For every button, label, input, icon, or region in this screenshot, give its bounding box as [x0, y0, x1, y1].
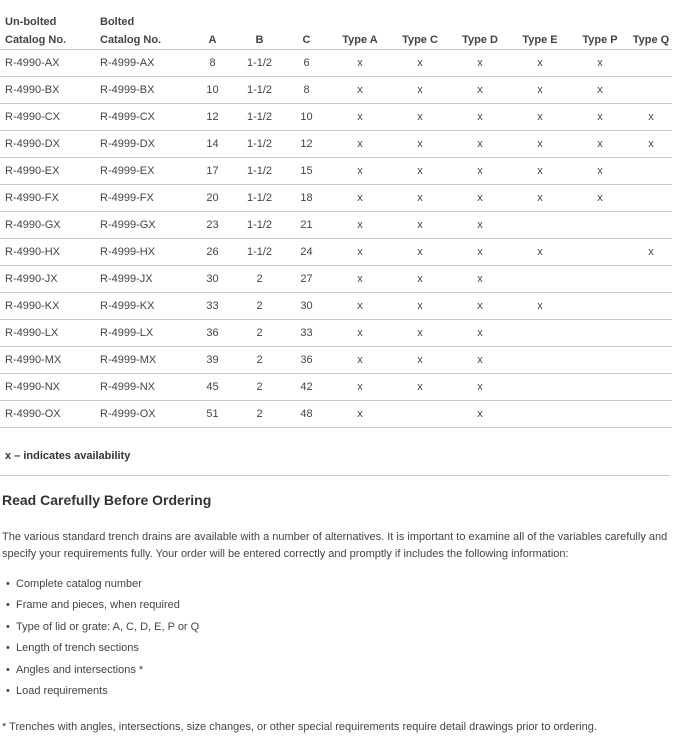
- table-cell: 27: [283, 266, 330, 293]
- table-cell: x: [510, 50, 570, 77]
- list-item-text: Complete catalog number: [16, 578, 142, 590]
- table-cell: 2: [236, 320, 283, 347]
- table-cell: x: [450, 347, 510, 374]
- table-cell: x: [570, 104, 630, 131]
- table-cell: x: [330, 212, 390, 239]
- table-cell: [570, 320, 630, 347]
- table-cell: 42: [283, 374, 330, 401]
- table-cell: x: [330, 320, 390, 347]
- column-header: [450, 3, 510, 50]
- list-item-text: Angles and intersections *: [16, 663, 144, 676]
- table-cell: [390, 401, 450, 428]
- table-cell: x: [570, 131, 630, 158]
- table-cell: 45: [189, 374, 236, 401]
- table-cell: x: [390, 239, 450, 266]
- table-cell: x: [330, 104, 390, 131]
- table-cell: [510, 374, 570, 401]
- table-cell: 8: [189, 50, 236, 77]
- table-cell: x: [390, 50, 450, 77]
- table-cell: 17: [189, 158, 236, 185]
- table-cell: x: [450, 401, 510, 428]
- table-cell: x: [390, 185, 450, 212]
- bullet-icon: •: [6, 578, 10, 590]
- table-cell: [510, 212, 570, 239]
- table-cell: 33: [189, 293, 236, 320]
- table-cell: [570, 401, 630, 428]
- table-cell: R-4990-JX: [0, 266, 95, 293]
- table-cell: [570, 374, 630, 401]
- bullet-icon: •: [6, 684, 10, 697]
- table-cell: 51: [189, 401, 236, 428]
- column-header: [570, 3, 630, 50]
- table-cell: x: [390, 293, 450, 320]
- table-cell: [570, 239, 630, 266]
- table-cell: x: [510, 131, 570, 158]
- table-cell: x: [510, 293, 570, 320]
- list-item: [0, 576, 199, 597]
- list-item-text: Load requirements: [16, 684, 108, 697]
- table-cell: R-4990-NX: [0, 374, 95, 401]
- table-cell: R-4999-HX: [95, 239, 189, 266]
- table-cell: [630, 266, 672, 293]
- table-cell: x: [570, 158, 630, 185]
- column-header: [236, 3, 283, 50]
- table-cell: x: [630, 239, 672, 266]
- table-cell: 2: [236, 401, 283, 428]
- section-heading: Read Carefully Before Ordering: [2, 492, 212, 508]
- table-cell: 1-1/2: [236, 50, 283, 77]
- table-cell: x: [450, 320, 510, 347]
- table-cell: [630, 320, 672, 347]
- table-row: [0, 374, 672, 401]
- table-cell: 30: [189, 266, 236, 293]
- table-cell: 39: [189, 347, 236, 374]
- table-cell: 20: [189, 185, 236, 212]
- table-cell: [630, 50, 672, 77]
- table-cell: x: [510, 158, 570, 185]
- table-cell: R-4999-AX: [95, 50, 189, 77]
- list-item: [0, 662, 199, 683]
- table-cell: R-4990-LX: [0, 320, 95, 347]
- table-body: [0, 50, 672, 428]
- table-cell: [630, 293, 672, 320]
- table-cell: x: [390, 158, 450, 185]
- table-cell: 15: [283, 158, 330, 185]
- table-cell: R-4990-DX: [0, 131, 95, 158]
- table-cell: R-4999-KX: [95, 293, 189, 320]
- table-cell: 18: [283, 185, 330, 212]
- table-row: [0, 401, 672, 428]
- table-cell: [630, 212, 672, 239]
- table-cell: x: [630, 104, 672, 131]
- table-cell: 10: [283, 104, 330, 131]
- table-row: [0, 104, 672, 131]
- column-header: [189, 3, 236, 50]
- table-cell: x: [390, 212, 450, 239]
- table-cell: 1-1/2: [236, 212, 283, 239]
- column-header: [390, 3, 450, 50]
- table-cell: [510, 320, 570, 347]
- table-cell: 14: [189, 131, 236, 158]
- column-header-text: Catalog No.: [100, 34, 162, 46]
- table-cell: R-4990-HX: [0, 239, 95, 266]
- table-cell: [630, 158, 672, 185]
- table-cell: [570, 293, 630, 320]
- table-cell: x: [330, 77, 390, 104]
- table-cell: x: [330, 239, 390, 266]
- column-header-text: B: [255, 34, 264, 46]
- column-header: [510, 3, 570, 50]
- table-cell: 2: [236, 293, 283, 320]
- bullet-icon: •: [6, 642, 10, 655]
- table-cell: x: [450, 374, 510, 401]
- list-item: [0, 619, 199, 640]
- table-cell: R-4999-CX: [95, 104, 189, 131]
- table-row: [0, 266, 672, 293]
- table-cell: x: [390, 131, 450, 158]
- table-cell: x: [330, 131, 390, 158]
- table-cell: x: [570, 50, 630, 77]
- table-cell: R-4990-AX: [0, 50, 95, 77]
- column-header: [630, 3, 672, 50]
- table-cell: 1-1/2: [236, 131, 283, 158]
- table-cell: R-4999-BX: [95, 77, 189, 104]
- table-cell: R-4999-MX: [95, 347, 189, 374]
- column-header: [0, 3, 95, 50]
- table-cell: [570, 212, 630, 239]
- requirements-list: [0, 576, 199, 704]
- table-cell: x: [330, 293, 390, 320]
- table-cell: x: [330, 266, 390, 293]
- table-row: [0, 212, 672, 239]
- table-cell: R-4999-OX: [95, 401, 189, 428]
- column-header-text: Bolted: [100, 16, 135, 28]
- column-header-text: Type D: [462, 34, 498, 46]
- table-cell: R-4999-DX: [95, 131, 189, 158]
- column-header-text: Type Q: [632, 34, 670, 46]
- column-header: [283, 3, 330, 50]
- column-header-text: Catalog No.: [5, 34, 67, 46]
- table-cell: x: [450, 158, 510, 185]
- table-cell: x: [450, 212, 510, 239]
- table-cell: x: [390, 320, 450, 347]
- table-cell: x: [450, 131, 510, 158]
- table-cell: [630, 77, 672, 104]
- table-cell: [510, 266, 570, 293]
- table-cell: [570, 347, 630, 374]
- intro-paragraph: The various standard trench drains are available with a number of alternatives. It is important to examine all of the variables carefully and specify your requirements fully. Your order will be entered correctly and promptly if includes the following information:: [2, 531, 668, 560]
- table-cell: 48: [283, 401, 330, 428]
- table-cell: x: [510, 185, 570, 212]
- table-cell: x: [390, 266, 450, 293]
- table-cell: 2: [236, 347, 283, 374]
- table-row: [0, 320, 672, 347]
- table-cell: R-4990-KX: [0, 293, 95, 320]
- table-cell: 36: [189, 320, 236, 347]
- table-cell: 1-1/2: [236, 185, 283, 212]
- table-cell: [510, 401, 570, 428]
- table-cell: 10: [189, 77, 236, 104]
- table-cell: x: [450, 50, 510, 77]
- bullet-icon: •: [6, 599, 10, 612]
- table-cell: [630, 401, 672, 428]
- table-cell: 1-1/2: [236, 104, 283, 131]
- table-cell: R-4990-EX: [0, 158, 95, 185]
- footnote: * Trenches with angles, intersections, size changes, or other special requirements require detail drawings prior to ordering.: [2, 721, 597, 733]
- table-cell: x: [390, 347, 450, 374]
- table-row: [0, 239, 672, 266]
- column-header-text: Type E: [522, 34, 558, 46]
- table-cell: x: [570, 77, 630, 104]
- column-header-text: Type P: [582, 34, 618, 46]
- table-cell: x: [330, 374, 390, 401]
- catalog-table: [0, 3, 672, 428]
- table-cell: 8: [283, 77, 330, 104]
- column-header-text: A: [208, 34, 217, 46]
- table-cell: R-4990-CX: [0, 104, 95, 131]
- table-cell: R-4999-LX: [95, 320, 189, 347]
- table-cell: x: [390, 77, 450, 104]
- table-cell: R-4999-NX: [95, 374, 189, 401]
- column-header: [330, 3, 390, 50]
- table-row: [0, 185, 672, 212]
- table-cell: x: [450, 104, 510, 131]
- list-item-text: Type of lid or grate: A, C, D, E, P or Q: [16, 620, 200, 633]
- table-cell: R-4999-GX: [95, 212, 189, 239]
- table-cell: R-4990-GX: [0, 212, 95, 239]
- table-cell: 24: [283, 239, 330, 266]
- column-header-text: Type C: [402, 34, 438, 46]
- table-cell: R-4999-FX: [95, 185, 189, 212]
- table-cell: x: [390, 104, 450, 131]
- table-cell: x: [330, 401, 390, 428]
- table-cell: [630, 347, 672, 374]
- table-cell: x: [330, 185, 390, 212]
- column-header: [95, 3, 189, 50]
- table-cell: x: [450, 293, 510, 320]
- availability-legend: x – indicates availability: [5, 450, 131, 462]
- list-item-text: Frame and pieces, when required: [16, 599, 180, 612]
- table-cell: R-4999-JX: [95, 266, 189, 293]
- table-cell: x: [450, 266, 510, 293]
- table-cell: x: [450, 77, 510, 104]
- table-cell: x: [330, 50, 390, 77]
- table-cell: 23: [189, 212, 236, 239]
- table-cell: x: [510, 239, 570, 266]
- table-row: [0, 131, 672, 158]
- bullet-icon: •: [6, 663, 10, 676]
- table-cell: x: [510, 77, 570, 104]
- table-row: [0, 77, 672, 104]
- column-header-text: C: [302, 34, 311, 46]
- table-cell: 6: [283, 50, 330, 77]
- table-cell: 2: [236, 266, 283, 293]
- divider: [0, 475, 670, 476]
- table-row: [0, 293, 672, 320]
- table-cell: [630, 374, 672, 401]
- list-item: [0, 683, 199, 704]
- table-row: [0, 50, 672, 77]
- list-item-text: Length of trench sections: [16, 642, 139, 655]
- table-cell: 36: [283, 347, 330, 374]
- list-item: [0, 640, 199, 661]
- table-cell: x: [510, 104, 570, 131]
- table-cell: 2: [236, 374, 283, 401]
- table-cell: 30: [283, 293, 330, 320]
- header-row: [0, 3, 672, 50]
- column-header-text: Type A: [342, 34, 378, 46]
- table-cell: 33: [283, 320, 330, 347]
- table-cell: R-4990-OX: [0, 401, 95, 428]
- list-item: [0, 597, 199, 618]
- table-cell: 1-1/2: [236, 77, 283, 104]
- table-cell: 1-1/2: [236, 158, 283, 185]
- table-cell: R-4990-FX: [0, 185, 95, 212]
- table-cell: 12: [189, 104, 236, 131]
- bullet-icon: •: [6, 620, 10, 633]
- table-cell: x: [390, 374, 450, 401]
- table-cell: R-4999-EX: [95, 158, 189, 185]
- table-row: [0, 158, 672, 185]
- table-cell: [570, 266, 630, 293]
- table-cell: x: [630, 131, 672, 158]
- table-cell: R-4990-MX: [0, 347, 95, 374]
- table-cell: R-4990-BX: [0, 77, 95, 104]
- table-cell: 12: [283, 131, 330, 158]
- table-cell: x: [330, 347, 390, 374]
- table-cell: x: [570, 185, 630, 212]
- table-cell: x: [450, 239, 510, 266]
- table-cell: 1-1/2: [236, 239, 283, 266]
- table-cell: [630, 185, 672, 212]
- table-row: [0, 347, 672, 374]
- column-header-text: Un-bolted: [5, 16, 57, 28]
- table-cell: x: [330, 158, 390, 185]
- table-cell: [510, 347, 570, 374]
- table-cell: 26: [189, 239, 236, 266]
- table-cell: x: [450, 185, 510, 212]
- table-header: [0, 3, 672, 50]
- table-cell: 21: [283, 212, 330, 239]
